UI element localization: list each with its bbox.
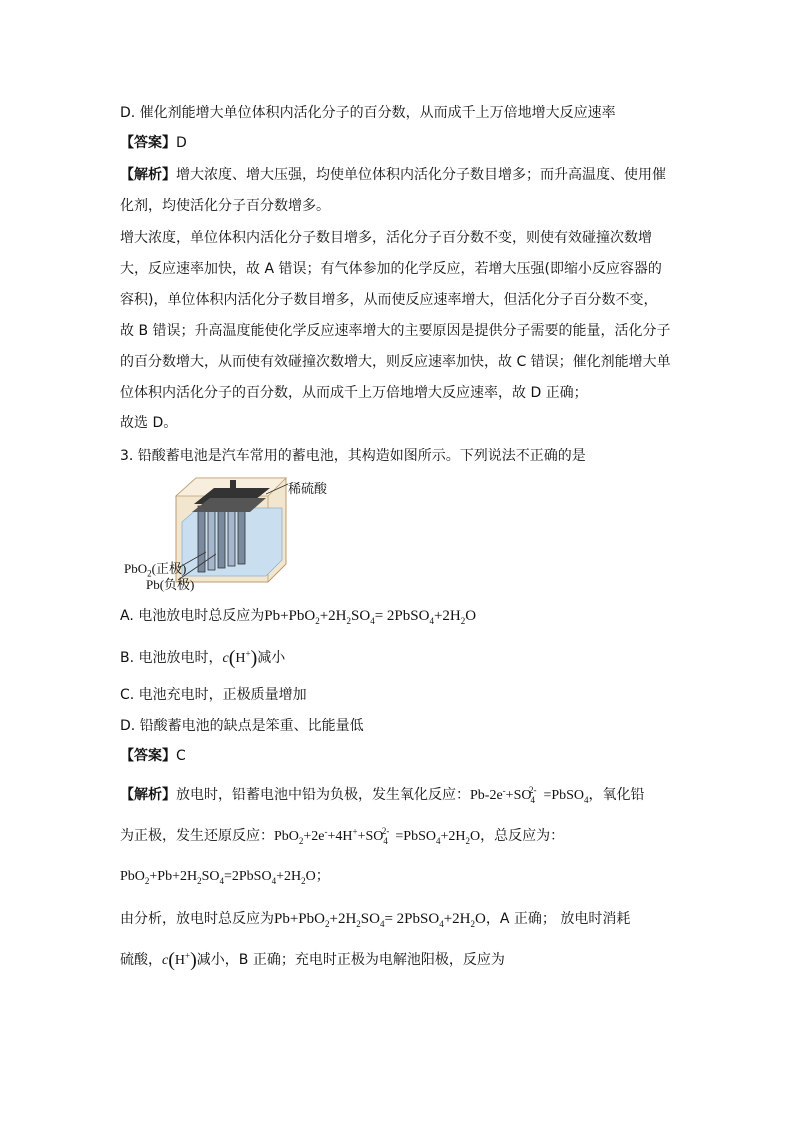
analysis-1-line-4: 大，反应速率加快，故 A 错误；有气体参加的化学反应，若增大压强(即缩小反应容器的 [120, 261, 662, 277]
analysis-1-line-5: 容积)，单位体积内活化分子数目增多，从而使反应速率增大，但活化分子百分数不变， [120, 292, 658, 308]
analysis-2-line-2: 为正极，发生还原反应：$PbO_2+2e^-+4H^++SO_4^{2-}$ $=PbSO_4+2H_2O$，总反应为： [120, 826, 565, 846]
label-dilute-sulfuric-acid: 稀硫酸 [288, 481, 328, 496]
option-d-previous: D. 催化剂能增大单位体积内活化分子的百分数，从而成千上万倍地增大反应速率 [120, 105, 616, 121]
option-c: C. 电池充电时，正极质量增加 [120, 687, 307, 703]
answer-tag: 【答案】 [120, 135, 176, 151]
option-a: A. 电池放电时总反应为$Pb+PbO_2+2H_2SO_4=$ $2PbSO_4+2H_2O$ [120, 608, 477, 626]
equation-positive: $PbO_2+2e^-+4H^++SO_4^{2-}$ $=PbSO_4+2H_2O$ [274, 826, 481, 846]
battery-figure [170, 474, 290, 586]
analysis-1-line-9: 故选 D。 [120, 415, 178, 431]
analysis-tag: 【解析】 [120, 167, 176, 183]
analysis-2-line-4: 由分析，放电时总反应为$Pb+PbO_2+2H_2SO_4=$ $2PbSO_4+2H_2O$，A 正确； 放电时消耗 [120, 911, 631, 929]
answer-value: D [176, 135, 187, 151]
equation-a: $Pb+PbO_2+2H_2SO_4=$ $2PbSO_4+2H_2O$ [264, 608, 477, 626]
analysis-1-line-3: 增大浓度，单位体积内活化分子数目增多，活化分子百分数不变，则使有效碰撞次数增 [120, 230, 652, 246]
analysis-2-line-5: 硫酸，c(H+)减小，B 正确；充电时正极为电解池阳极，反应为 [120, 949, 505, 971]
analysis-1-line-6: 故 B 错误；升高温度能使化学反应速率增大的主要原因是提供分子需要的能量，活化分子 [120, 323, 671, 339]
answer-2: 【答案】C [120, 748, 186, 764]
lead-acid-battery-diagram [170, 474, 290, 586]
equation-negative: $Pb-2e^-+SO_4^{2-}$ =PbSO$_4$ [470, 785, 589, 805]
analysis-2-line-3: $PbO_2+Pb+2H_2SO_4=2PbSO_4+2H_2O$； [120, 868, 330, 886]
answer-1 [120, 133, 187, 153]
analysis-1-line-7: 的百分数增大，从而使有效碰撞次数增大，则反应速率加快，故 C 错误；催化剂能增大单 [120, 354, 671, 370]
equation-total: $PbO_2+Pb+2H_2SO_4=2PbSO_4+2H_2O$ [120, 869, 316, 886]
option-b: B. 电池放电时，c(H+)减小 [120, 647, 286, 669]
label-pbo2-positive: PbO$_2$(正极) [124, 561, 187, 579]
analysis-1-line-8: 位体积内活化分子的百分数，从而成千上万倍地增大反应速率，故 D 正确； [120, 385, 588, 401]
analysis-1-line-1: 【解析】增大浓度、增大压强，均使单位体积内活化分子数目增多；而升高温度、使用催 [120, 167, 666, 183]
label-pb-negative: Pb(负极) [146, 577, 195, 592]
question-3-stem: 3. 铅酸蓄电池是汽车常用的蓄电池，其构造如图所示。下列说法不正确的是 [120, 448, 586, 464]
analysis-1-line-2: 化剂，均使活化分子百分数增多。 [120, 198, 330, 214]
option-d: D. 铅酸蓄电池的缺点是笨重、比能量低 [120, 718, 364, 734]
analysis-2-line-1: 【解析】放电时，铅蓄电池中铅为负极，发生氧化反应：$Pb-2e^-+SO_4^{2-}$ =PbSO$_4$，氧化铅 [120, 785, 645, 805]
equation-total-2: $Pb+PbO_2+2H_2SO_4=$ $2PbSO_4+2H_2O$ [274, 911, 486, 929]
